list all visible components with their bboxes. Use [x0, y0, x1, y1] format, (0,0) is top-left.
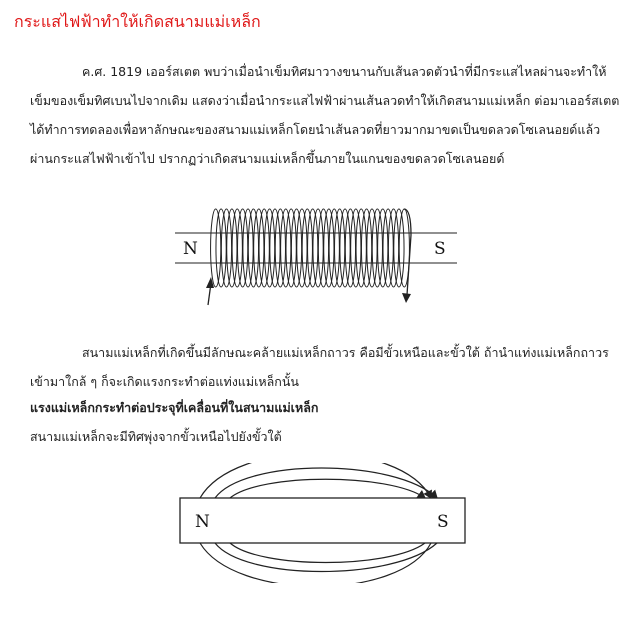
solenoid-south-label: S: [434, 239, 446, 259]
solenoid-coil: [211, 209, 410, 287]
current-out-arrow-icon: [402, 293, 411, 303]
paragraph-oersted: [30, 57, 620, 173]
paragraph-permanent-magnet: [30, 338, 620, 396]
current-out-wire: [404, 209, 411, 295]
bar-magnet: [180, 498, 465, 543]
section-heading: แรงแม่เหล็กกระทำต่อประจุที่เคลื่อนที่ในสนามแม่เหล็ก: [30, 400, 319, 415]
paragraph-oersted-text: ค.ศ. 1819 เออร์สเตต พบว่าเมื่อนำเข็มทิศมาวางขนานกับเส้นลวดตัวนำที่มีกระแสไหลผ่านจะทำให้เข็มของเข็มทิศเบนไปจากเดิม แสดงว่าเมื่อนำกระแสไฟฟ้าผ่านเส้นลวดทำให้เกิดสนามแม่เหล็ก ต่อมาเออร์สเตตได้ทำการทดลองเพื่อหาลักษณะของสนามแม่เหล็กโดยนำเส้นลวดที่ยาวมากมาขดเป็นขดลวดโซเลนอยด์แล้วผ่านกระแสไฟฟ้าเข้าไป ปรากฏว่าเกิดสนามแม่เหล็กขึ้นภายในแกนของขดลวดโซเลนอยด์: [30, 64, 620, 166]
field-line-6: [230, 543, 425, 563]
page-title: กระแสไฟฟ้าทำให้เกิดสนามแม่เหล็ก: [14, 12, 261, 31]
paragraph-permanent-magnet-text: สนามแม่เหล็กที่เกิดขึ้นมีลักษณะคล้ายแม่เหล็กถาวร คือมีขั้วเหนือและขั้วใต้ ถ้านำแท่งแม่เหล็กถาวรเข้ามาใกล้ ๆ ก็จะเกิดแรงกระทำต่อแท่งแม่เหล็กนั้น: [30, 345, 609, 389]
solenoid-figure: [175, 195, 465, 320]
bar-magnet-figure: [175, 463, 475, 583]
field-line-3: [230, 479, 425, 498]
field-line-4: [215, 543, 437, 572]
field-direction-text: สนามแม่เหล็กจะมีทิศพุ่งจากขั้วเหนือไปยังขั้วใต้: [30, 429, 282, 444]
solenoid-north-label: N: [183, 239, 198, 259]
magnet-south-label: S: [437, 512, 449, 532]
magnet-north-label: N: [195, 512, 210, 532]
